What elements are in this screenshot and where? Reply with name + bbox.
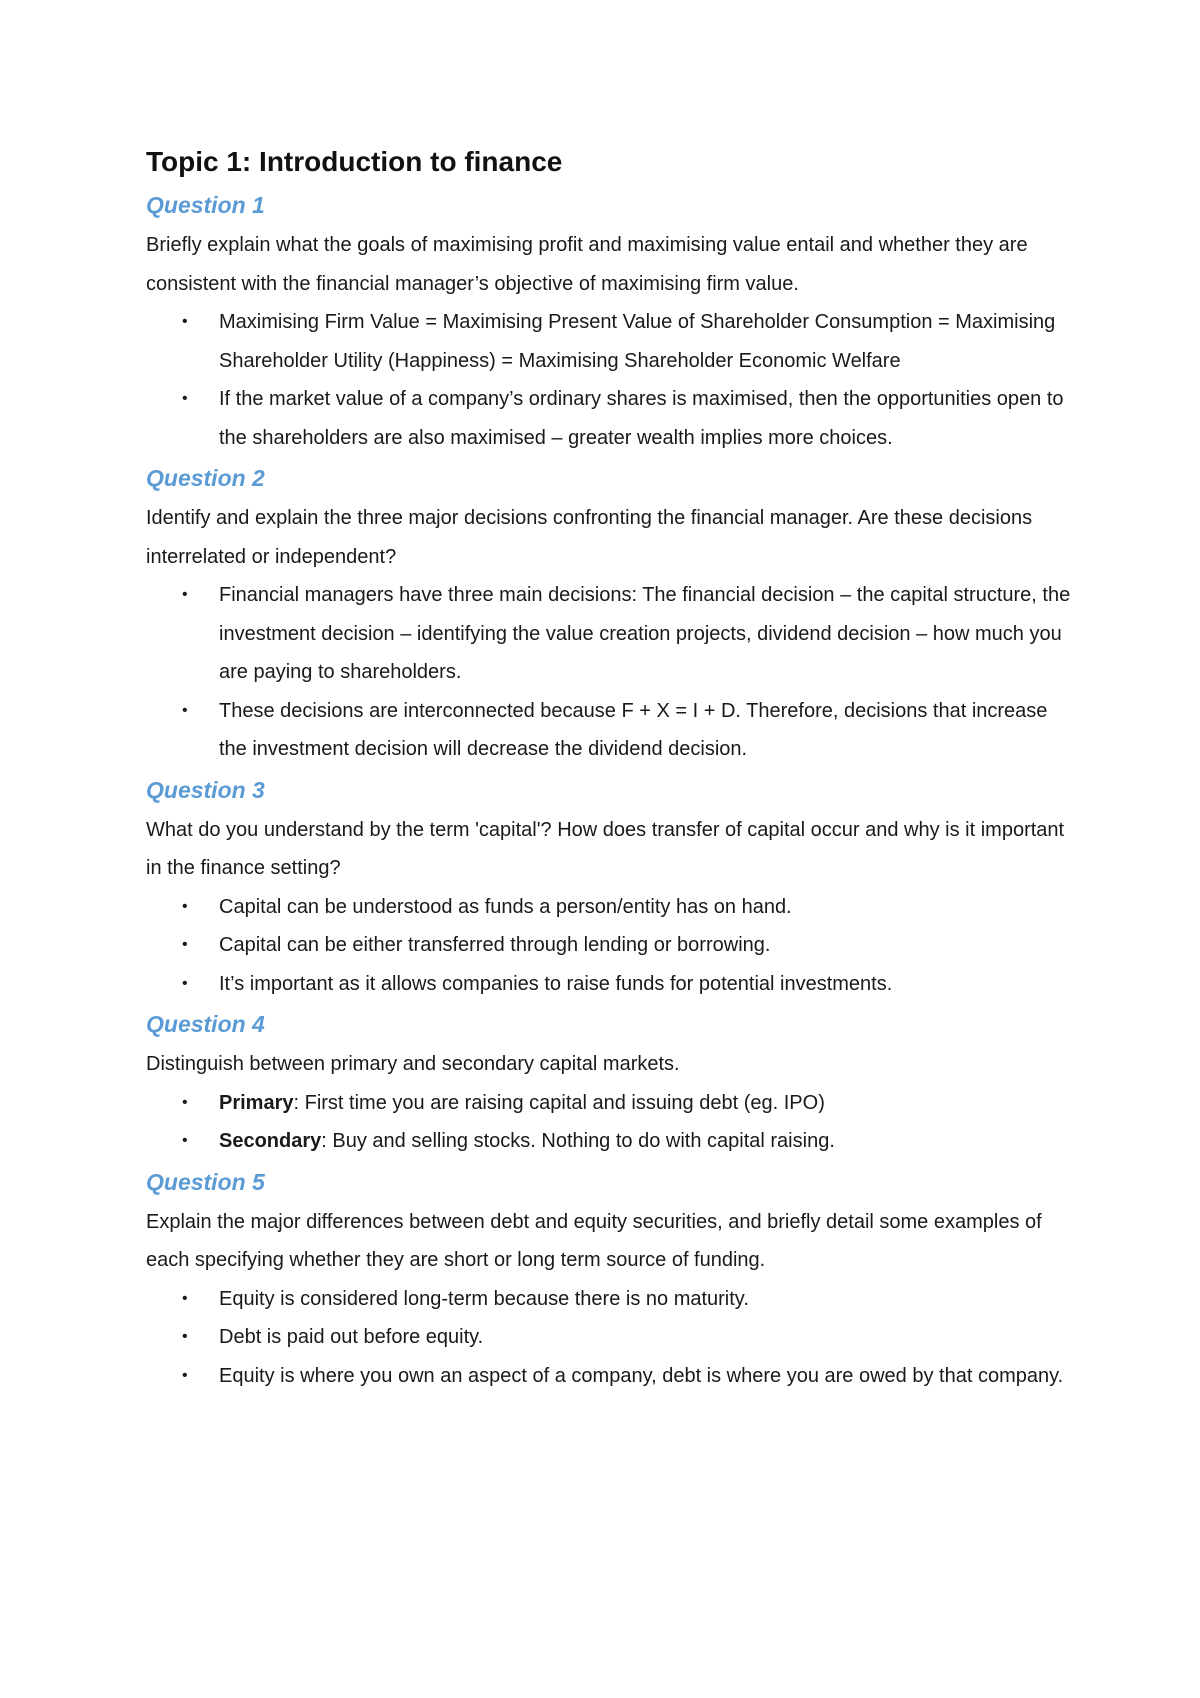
document-page [146,140,1076,1395]
bullet-icon: • [182,1289,188,1307]
answer-list [146,888,1076,1004]
answer-item [146,380,1076,457]
question-heading: Question 2 [146,465,265,491]
bullet-icon: • [182,390,188,407]
answer-item [146,1357,1076,1396]
question-section-4 [146,1003,1076,1161]
answer-item [146,965,1076,1004]
bullet-icon: • [182,897,188,915]
bullet-icon: • [182,701,188,719]
answer-item [146,1084,1076,1123]
answer-item [146,692,1076,769]
question-heading: Question 3 [146,776,265,803]
question-section-2 [146,457,1076,769]
document-title: Topic 1: Introduction to finance [146,146,563,177]
answer-text: Financial managers have three main decisions: The financial decision – the capital structure, the investment decision – identifying the value creation projects, dividend decision – how much you are paying to shareholders. [219,584,1071,683]
answer-item [146,576,1076,692]
answer-text: Maximising Firm Value = Maximising Present Value of Shareholder Consumption = Maximising Shareholder Utility (Happiness) = Maximising Shareholder Economic Welfare [219,311,1056,372]
answer-text: : First time you are raising capital and issuing debt (eg. IPO) [293,1091,825,1114]
question-prompt: What do you understand by the term 'capital'? How does transfer of capital occur and why is it important in the finance setting? [146,818,1065,879]
bullet-icon: • [182,1132,188,1149]
bullet-icon: • [182,313,188,330]
answer-item [146,1122,1076,1161]
question-prompt: Distinguish between primary and secondary capital markets. [146,1053,680,1075]
answer-text: It’s important as it allows companies to raise funds for potential investments. [219,972,893,995]
term-label: Primary [219,1091,294,1114]
question-section-1 [146,184,1076,457]
answer-item [146,303,1076,380]
answer-text: Equity is where you own an aspect of a company, debt is where you are owed by that company. [219,1364,1064,1387]
term-label: Secondary [219,1130,322,1152]
answer-list [146,576,1076,769]
answer-item [146,1318,1076,1357]
answer-list [146,303,1076,457]
answer-text: If the market value of a company’s ordinary shares is maximised, then the opportunities open to the shareholders are also maximised – greater wealth implies more choices. [219,388,1064,449]
answer-item [146,1280,1076,1319]
answer-text: Equity is considered long-term because there is no maturity. [219,1287,749,1310]
question-prompt: Explain the major differences between debt and equity securities, and briefly detail some examples of each specifying whether they are short or long term source of funding. [146,1210,1042,1271]
answer-text: : Buy and selling stocks. Nothing to do with capital raising. [321,1130,835,1152]
answer-item [146,888,1076,927]
bullet-icon: • [182,936,188,953]
question-heading: Question 5 [146,1168,265,1195]
question-heading: Question 1 [146,192,265,218]
question-prompt: Identify and explain the three major decisions confronting the financial manager. Are these decisions interrelated or independent? [146,507,1033,568]
answer-list [146,1084,1076,1161]
bullet-icon: • [182,974,188,992]
bullet-icon: • [182,1093,188,1111]
answer-text: These decisions are interconnected because F + X = I + D. Therefore, decisions that increase the investment decision will decrease the dividend decision. [219,699,1048,760]
question-prompt: Briefly explain what the goals of maximising profit and maximising value entail and whether they are consistent with the financial manager’s objective of maximising firm value. [146,234,1028,295]
question-heading: Question 4 [146,1011,265,1037]
answer-text: Debt is paid out before equity. [219,1326,484,1348]
bullet-icon: • [182,586,188,603]
answer-list [146,1280,1076,1396]
answer-item [146,926,1076,965]
bullet-icon: • [182,1366,188,1384]
question-section-3 [146,769,1076,1004]
bullet-icon: • [182,1328,188,1345]
answer-text: Capital can be either transferred through lending or borrowing. [219,934,771,956]
answer-text: Capital can be understood as funds a person/entity has on hand. [219,895,792,918]
question-section-5 [146,1161,1076,1396]
